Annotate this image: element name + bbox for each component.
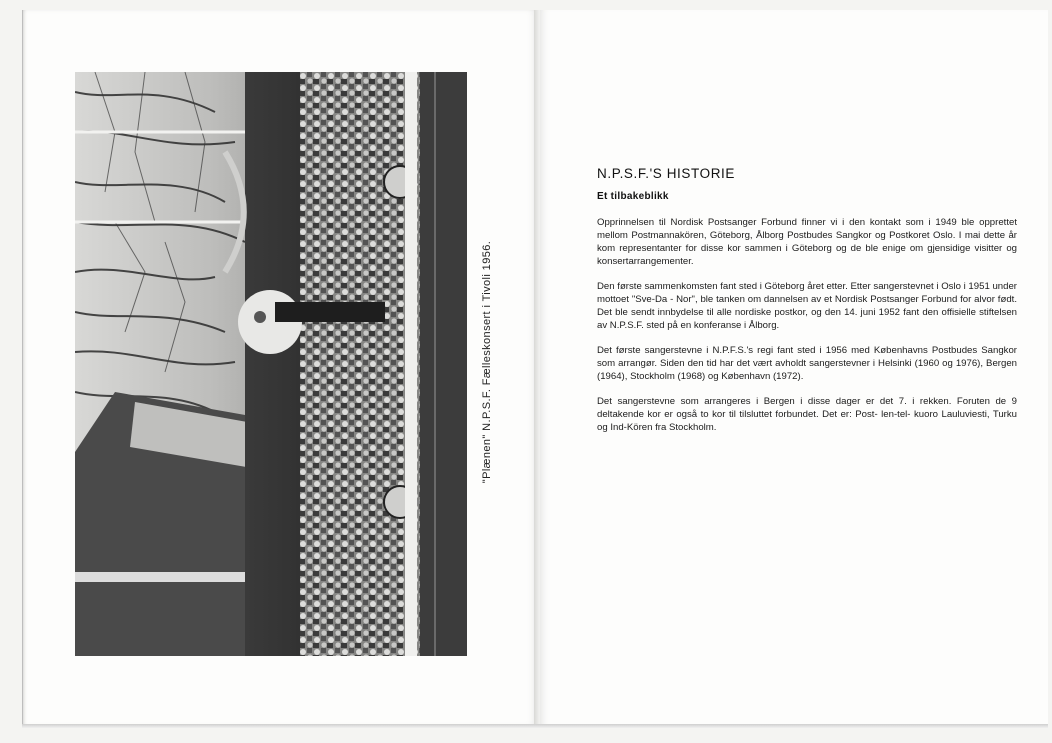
article-title: N.P.S.F.'S HISTORIE	[597, 166, 736, 181]
paragraph-2: Den første sammenkomsten fant sted i Göteborg året etter. Etter sangerstevnet i Oslo i 1951 under mottoet "Sve-Da - Nor", ble tanken om dannelsen av et Nordisk Postsanger Forbund for alvor født. Det ble sendt innbydelse til alle nordiske postkor, og den 14. juni 1952 fant den offisielle stiftelsen av N.P.S.F. sted på en konferanse i Ålborg.	[597, 281, 1017, 331]
concert-photo	[75, 72, 467, 656]
paragraph-1: Opprinnelsen til Nordisk Postsanger Forbund finner vi i den kontakt som i 1949 ble opprettet mellom Postmannakören, Göteborg, Ålborg Postbudes Sangkor og Postkoret Oslo. I mai dette år kom representanter for disse kor sammen i Göteborg og de ble enige om gjensidige visitter og konsertarrangementer.	[597, 217, 1017, 267]
photo-illustration	[75, 72, 467, 656]
paragraph-3: Det første sangerstevne i N.P.F.S.'s regi fant sted i 1956 med Københavns Postbudes Sangkor som arrangør. Siden den tid har det vært avholdt sangerstevner i Helsinki (1960 og 1976), Bergen (1964), Stockholm (1968) og København (1972).	[597, 345, 1017, 382]
history-article	[597, 166, 1017, 446]
article-subtitle: Et tilbakeblikk	[597, 191, 669, 202]
photo-caption-text: "Plænen" N.P.S.F. Fælleskonsert i Tivoli 1956.	[481, 240, 493, 484]
page-edge-shadow	[22, 724, 1048, 728]
paragraph-4: Det sangerstevne som arrangeres i Bergen i disse dager er det 7. i rekken. Foruten de 9 deltakende kor er også to kor til tilsluttet forbundet. Det er: Post- len-tel- kuoro Lauluviesti, Turku og Ind-Kören fra Stockholm.	[597, 396, 1017, 433]
